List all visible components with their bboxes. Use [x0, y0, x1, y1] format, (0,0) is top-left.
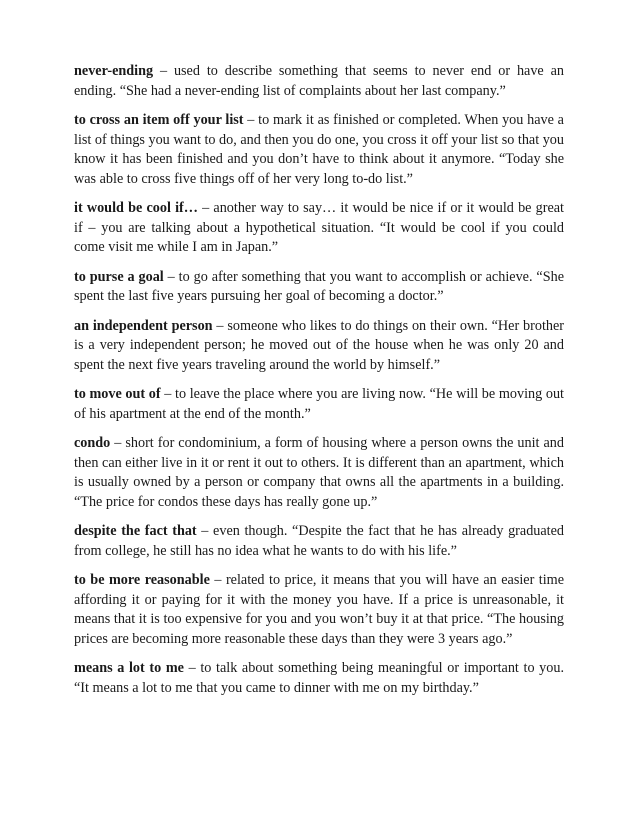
term-separator: –	[197, 200, 214, 216]
term-separator: –	[196, 523, 214, 539]
vocab-entry	[74, 522, 564, 561]
vocab-entry	[74, 199, 564, 258]
vocab-term: it would be cool if…	[74, 200, 198, 216]
vocabulary-page	[74, 62, 564, 708]
vocab-definition: even though. “Despite the fact that he has already graduated from college, he still has no idea what he wants to do with his life.”	[74, 523, 565, 559]
term-separator: –	[153, 63, 174, 79]
vocab-entry	[74, 62, 564, 101]
vocab-term: never-ending	[74, 63, 154, 79]
vocab-definition: related to price, it means that you will have an easier time affording it or paying for it with the money you have. If a price is unreasonable, it means that it is too expensive for you and you won’t buy it at that price. “The housing prices are becoming more reasonable these days than they were 3 years ago.”	[74, 572, 564, 647]
term-separator: –	[163, 268, 179, 285]
vocab-definition: another way to say… it would be nice if or it would be great if – you are talking about a hypothetical situation. “It would be cool if you could come visit me while I am in Japan.”	[74, 200, 564, 255]
vocab-term: an independent person	[74, 317, 213, 334]
vocab-term: to purse a goal	[74, 268, 164, 285]
vocab-definition: someone who likes to do things on their own. “Her brother is a very independent person; he moved out of the house when he was only 20 and spent the next five years traveling around the world by himself.”	[74, 317, 565, 373]
vocab-entry	[74, 111, 564, 189]
vocab-definition: to talk about something being meaningful or important to you. “It means a lot to me that you came to dinner with me on my birthday.”	[74, 660, 565, 696]
vocab-term: to be more reasonable	[74, 572, 210, 588]
vocab-entry	[74, 571, 564, 649]
vocab-definition: to go after something that you want to accomplish or achieve. “She spent the last five years pursuing her goal of becoming a doctor.”	[74, 268, 564, 304]
vocab-entry	[74, 317, 564, 376]
vocab-definition: short for condominium, a form of housing where a person owns the unit and then can either live in it or rent it out to others. It is different than an apartment, which is usually owned by a person or company that owns all the apartments in a building. “The price for condos these days has really gone up.”	[74, 435, 564, 510]
vocab-entry	[74, 385, 564, 424]
vocab-definition: to leave the place where you are living now. “He will be moving out of his apartment at the end of the month.”	[74, 386, 564, 422]
term-separator: –	[212, 317, 228, 334]
vocab-entry	[74, 659, 564, 698]
vocab-entry	[74, 268, 564, 307]
vocab-definition: used to describe something that seems to never end or have an ending. “She had a never-ending list of complaints about her last company.”	[74, 63, 564, 99]
vocab-term: despite the fact that	[74, 523, 197, 539]
term-separator: –	[110, 435, 126, 451]
vocab-term: to move out of	[74, 386, 161, 402]
term-separator: –	[243, 112, 259, 128]
vocab-definition: to mark it as finished or completed. When you have a list of things you want to do, and then you do one, you cross it off your list so that you know it has been finished and you don’t have to think about it anymore. “Today she was able to cross five things off of her very long to-do list.”	[74, 112, 564, 187]
vocab-term: means a lot to me	[74, 660, 184, 676]
vocab-entry	[74, 434, 564, 512]
vocab-term: condo	[74, 435, 111, 451]
term-separator: –	[160, 386, 176, 402]
term-separator: –	[183, 660, 201, 676]
term-separator: –	[209, 572, 226, 588]
vocab-term: to cross an item off your list	[74, 112, 244, 128]
